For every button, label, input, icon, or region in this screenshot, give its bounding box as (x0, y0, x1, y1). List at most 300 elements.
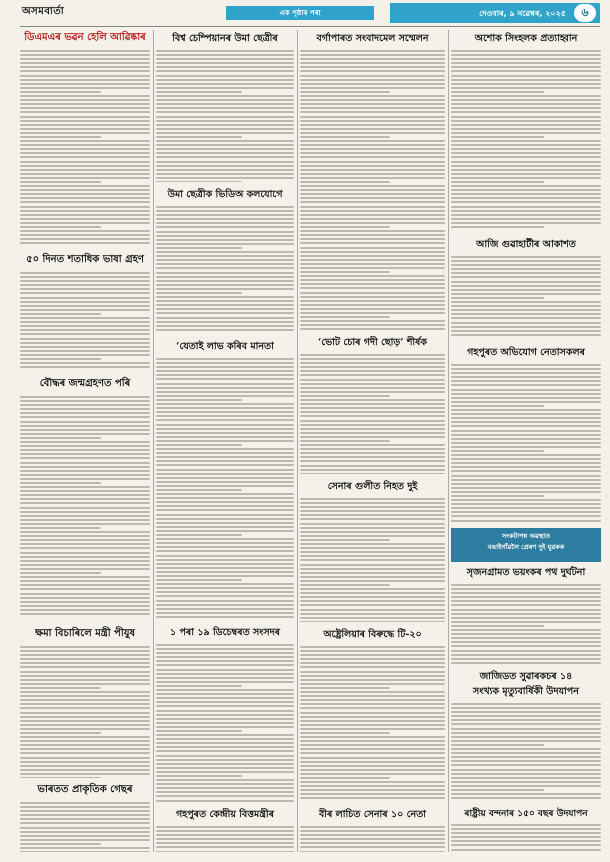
text-line (20, 703, 150, 705)
text-line (300, 120, 445, 122)
article-13 (300, 480, 445, 622)
text-line (156, 800, 294, 802)
text-line (20, 79, 150, 81)
text-line (20, 757, 150, 759)
text-line (451, 50, 601, 52)
text-line (451, 446, 601, 448)
text-line (300, 230, 445, 232)
text-line (300, 728, 445, 730)
article-headline: ৰাষ্ট্ৰীয় বন্দনাৰ ১৫০ বছৰ উদযাপন (464, 809, 588, 819)
text-line (20, 580, 150, 582)
text-line (20, 478, 150, 480)
text-line (20, 189, 150, 191)
box-line-1: সংকটাপন্ন অৱস্থাত (502, 532, 550, 540)
text-line (300, 572, 445, 574)
text-line (300, 193, 445, 195)
text-line (451, 723, 601, 725)
text-line (20, 597, 150, 599)
text-line (300, 316, 390, 318)
text-line (20, 305, 150, 307)
text-line (20, 342, 150, 344)
text-line (156, 514, 294, 516)
text-line (451, 276, 601, 278)
text-line (20, 91, 101, 93)
text-line (20, 62, 150, 64)
text-line (300, 128, 445, 130)
text-line (20, 732, 101, 734)
text-line (156, 288, 294, 290)
text-line (451, 169, 601, 171)
text-line (156, 107, 294, 109)
text-line (20, 724, 150, 726)
text-line (451, 405, 544, 407)
text-line (156, 660, 294, 662)
article-headline: অশোক সিংহলক প্ৰত্যাহ্বান (474, 33, 578, 44)
text-line (156, 795, 294, 797)
text-line (300, 683, 445, 685)
text-line (20, 120, 150, 122)
text-line (300, 846, 445, 848)
article-3 (20, 376, 150, 616)
text-line (156, 308, 294, 310)
text-line (156, 267, 294, 269)
text-line (20, 740, 150, 742)
text-line (156, 718, 294, 720)
text-line (156, 763, 294, 765)
text-line (300, 428, 445, 430)
article-21 (451, 806, 601, 852)
text-line (156, 214, 294, 216)
text-line (156, 587, 294, 589)
text-line (300, 161, 445, 163)
text-line (451, 177, 601, 179)
text-line (451, 181, 544, 183)
text-line (20, 238, 150, 240)
text-line (300, 613, 445, 615)
box-line-2: বঙাইগাঁৱলৈ প্ৰেৰণ দুই যুৱকক (487, 543, 565, 551)
text-line (20, 433, 150, 435)
text-line (156, 538, 294, 540)
text-line (20, 165, 150, 167)
text-line (20, 107, 150, 109)
text-line (156, 317, 294, 319)
text-line (20, 752, 150, 754)
text-line (300, 609, 445, 611)
text-line (451, 132, 601, 134)
text-line (300, 695, 445, 697)
text-line (156, 419, 294, 421)
text-line (156, 734, 294, 736)
text-line (20, 284, 150, 286)
text-line (451, 185, 601, 187)
text-line (20, 851, 150, 852)
text-line (156, 550, 294, 552)
text-line (156, 608, 294, 610)
text-line (451, 849, 601, 851)
text-line (451, 600, 601, 602)
text-line (451, 272, 601, 274)
text-line (451, 144, 601, 146)
text-line (451, 218, 601, 220)
text-line (451, 260, 601, 262)
text-line (156, 571, 294, 573)
text-line (300, 181, 390, 183)
text-line (20, 777, 101, 778)
article-15 (300, 808, 445, 852)
text-line (300, 169, 445, 171)
text-line (300, 79, 445, 81)
article-10 (156, 808, 294, 852)
text-line (451, 703, 601, 705)
article-headline: ৫০ দিনত শতাধিক ভাষা গ্ৰহণ (26, 254, 144, 265)
article-headline: বিশ্ব চেম্পিয়ানৰ উমা ছেত্ৰীৰ (172, 33, 278, 44)
article-14 (300, 628, 445, 802)
text-line (300, 296, 445, 298)
text-line (20, 206, 150, 208)
text-line (156, 312, 294, 314)
text-line (451, 210, 601, 212)
text-line (300, 275, 445, 277)
text-line (300, 366, 445, 368)
text-line (300, 300, 445, 302)
text-line (20, 210, 150, 212)
masthead-logo: অসমবাৰ্তা (22, 6, 65, 17)
text-line (300, 420, 445, 422)
text-line (451, 201, 601, 203)
text-line (451, 785, 601, 787)
text-line (300, 132, 445, 134)
text-line (156, 616, 294, 618)
text-line (300, 415, 445, 417)
text-line (300, 707, 445, 709)
text-line (300, 66, 445, 68)
text-line (451, 475, 601, 477)
text-line (156, 722, 294, 724)
text-line (300, 781, 445, 783)
article-12 (300, 336, 445, 474)
text-line (300, 838, 445, 840)
text-line (156, 436, 294, 438)
text-line (451, 193, 601, 195)
text-line (156, 75, 294, 77)
text-line (156, 701, 294, 703)
text-line (451, 781, 601, 783)
text-line (300, 551, 445, 553)
text-line (20, 687, 101, 689)
text-line (300, 785, 445, 787)
text-line (20, 470, 150, 472)
text-line (300, 383, 445, 385)
text-line (300, 399, 445, 401)
text-line (156, 120, 294, 122)
text-line (156, 473, 294, 475)
text-line (156, 432, 294, 434)
text-line (451, 462, 601, 464)
text-line (451, 70, 601, 72)
text-line (20, 148, 150, 150)
text-line (451, 637, 601, 639)
article-body (300, 646, 445, 802)
text-line (20, 230, 150, 232)
text-line (20, 288, 150, 290)
text-line (156, 648, 294, 650)
text-line (300, 469, 445, 471)
text-line (156, 730, 242, 732)
text-line (451, 442, 601, 444)
text-line (451, 297, 544, 299)
text-line (156, 374, 294, 376)
text-line (156, 746, 294, 748)
text-line (300, 140, 445, 142)
text-line (20, 242, 150, 244)
text-line (156, 555, 294, 557)
text-line (20, 144, 150, 146)
text-line (451, 588, 601, 590)
text-line (156, 546, 294, 548)
text-line (300, 666, 445, 668)
text-line (300, 70, 445, 72)
page-number: ৬ (574, 4, 596, 22)
text-line (300, 604, 445, 606)
text-line (156, 595, 294, 597)
article-headline: আজি গুৱাহাটীৰ আকাশত (476, 239, 576, 250)
text-line (451, 222, 601, 224)
text-line (451, 206, 601, 208)
text-line (156, 362, 294, 364)
text-line (156, 522, 294, 524)
text-line (20, 695, 150, 697)
text-line (20, 445, 150, 447)
text-line (451, 91, 544, 93)
article-body (20, 272, 150, 370)
text-line (300, 777, 390, 779)
text-line (300, 514, 445, 516)
text-line (156, 851, 294, 852)
text-line (20, 404, 150, 406)
text-line (20, 818, 150, 820)
text-line (20, 527, 101, 529)
text-line (20, 613, 150, 615)
text-line (451, 748, 601, 750)
text-line (156, 280, 294, 282)
text-line (156, 370, 294, 372)
text-line (300, 842, 445, 844)
text-line (20, 547, 150, 549)
article-headline-2: সংখ্যক মৃত্যুবাৰ্ষিকী উদযাপন (473, 686, 579, 697)
text-line (300, 99, 445, 101)
text-line (300, 473, 445, 474)
text-line (300, 279, 445, 281)
text-line (451, 189, 601, 191)
article-headline: ডিএমএৰ ভৱন হেলি আৱিষ্কাৰ (24, 32, 146, 43)
text-line (156, 259, 294, 261)
text-line (300, 152, 445, 154)
text-line (20, 736, 150, 738)
text-line (300, 712, 445, 714)
text-line (156, 152, 294, 154)
text-line (20, 646, 150, 648)
text-line (156, 383, 294, 385)
text-line (156, 742, 294, 744)
text-line (451, 305, 601, 307)
text-line (451, 264, 601, 266)
text-line (20, 515, 150, 517)
text-line (156, 243, 294, 245)
text-line (451, 641, 601, 643)
text-line (156, 469, 294, 471)
text-line (300, 136, 390, 138)
text-line (20, 152, 150, 154)
text-line (300, 621, 445, 622)
text-line (156, 448, 294, 450)
text-line (451, 66, 601, 68)
text-line (451, 376, 601, 378)
text-line (451, 711, 601, 713)
text-line (20, 350, 150, 352)
text-line (451, 609, 601, 611)
text-line (156, 235, 294, 237)
text-line (156, 567, 294, 569)
text-line (300, 448, 445, 450)
text-line (20, 169, 150, 171)
text-line (156, 210, 294, 212)
text-line (451, 466, 601, 468)
text-line (156, 526, 294, 528)
text-line (300, 87, 445, 89)
text-line (300, 555, 445, 557)
text-line (451, 495, 544, 497)
text-line (156, 124, 294, 126)
header-rule (20, 26, 600, 27)
text-line (20, 128, 150, 130)
text-line (20, 54, 150, 56)
article-body (20, 396, 150, 616)
text-line (451, 120, 601, 122)
text-line (451, 380, 601, 382)
text-line (156, 181, 242, 182)
text-line (156, 91, 242, 93)
text-line (156, 846, 294, 848)
text-line (20, 761, 150, 763)
article-headline: বৰ্গাপাৰত সংবাদমেল সম্মেলন (316, 33, 429, 44)
text-line (156, 767, 294, 769)
text-line (156, 87, 294, 89)
text-line (451, 836, 601, 838)
text-line (451, 434, 601, 436)
text-line (20, 773, 150, 775)
text-line (451, 596, 601, 598)
article-headline: জাজিডত সুৱাৰকচৰ ১৪ (479, 671, 573, 682)
text-line (20, 197, 150, 199)
text-line (300, 752, 445, 754)
text-line (451, 515, 601, 517)
article-body (451, 50, 601, 230)
text-line (20, 568, 150, 570)
article-body (156, 50, 294, 182)
text-line (300, 675, 445, 677)
text-line (300, 144, 445, 146)
text-line (451, 470, 601, 472)
text-line (300, 720, 445, 722)
text-line (300, 502, 445, 504)
text-line (156, 530, 294, 532)
article-11 (300, 32, 445, 330)
text-line (156, 116, 294, 118)
text-line (451, 389, 601, 391)
text-line (156, 509, 294, 511)
text-line (20, 75, 150, 77)
text-line (20, 201, 150, 203)
text-line (156, 838, 294, 840)
page-header (0, 0, 610, 24)
text-line (300, 362, 445, 364)
text-line (451, 165, 601, 167)
text-line (300, 242, 445, 244)
text-line (156, 111, 294, 113)
text-line (156, 534, 242, 536)
text-line (156, 70, 294, 72)
text-line (20, 835, 150, 837)
text-line (300, 116, 445, 118)
text-line (451, 625, 544, 627)
article-headline: সেনাৰ গুলীত নিহত দুই (327, 481, 418, 492)
text-line (20, 609, 150, 611)
text-line (300, 539, 390, 541)
text-line (451, 728, 601, 730)
text-line (451, 604, 601, 606)
text-line (20, 462, 150, 464)
text-line (451, 226, 544, 228)
text-line (300, 523, 445, 525)
text-line (300, 177, 445, 179)
text-line (300, 600, 445, 602)
text-line (156, 136, 242, 138)
text-line (156, 50, 294, 52)
text-line (156, 563, 294, 565)
text-line (451, 584, 601, 586)
text-line (451, 715, 601, 717)
article-body (451, 256, 601, 338)
article-headline: ক্ষমা বিচাৰিলে মন্ত্ৰী পীযুষ (35, 628, 135, 639)
text-line (20, 218, 150, 220)
text-line (300, 654, 445, 656)
text-line (20, 140, 150, 142)
text-line (156, 292, 242, 294)
text-line (300, 156, 445, 158)
text-line (300, 251, 445, 253)
text-line (300, 662, 445, 664)
text-line (300, 596, 445, 598)
text-line (300, 531, 445, 533)
text-line (156, 54, 294, 56)
text-line (20, 507, 150, 509)
text-line (20, 523, 150, 525)
text-line (451, 309, 601, 311)
text-line (156, 62, 294, 64)
text-line (156, 755, 294, 757)
text-line (156, 358, 294, 360)
text-line (156, 428, 294, 430)
text-line (451, 499, 601, 501)
article-body (156, 358, 294, 620)
text-line (156, 460, 294, 462)
text-line (451, 124, 601, 126)
text-line (20, 83, 150, 85)
text-line (300, 379, 445, 381)
text-line (20, 272, 150, 274)
text-line (156, 575, 294, 577)
text-line (20, 474, 150, 476)
